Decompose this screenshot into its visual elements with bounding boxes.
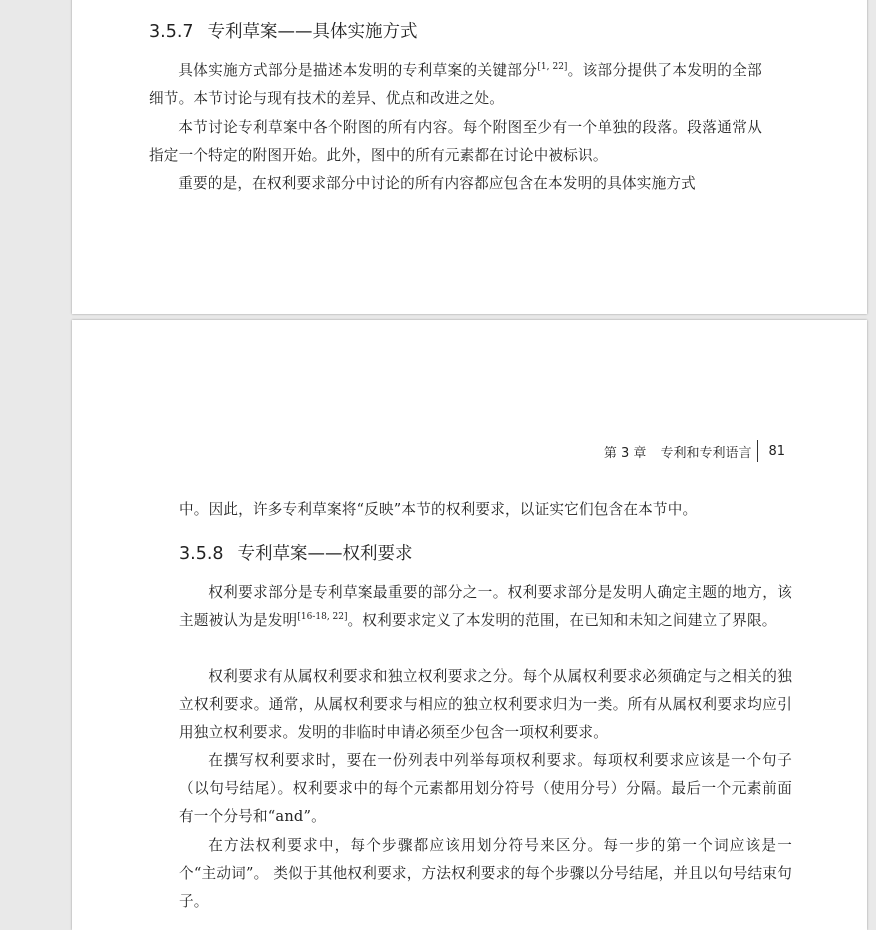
paragraph-text: 具体实施方式部分是描述本发明的专利草案的关键部分 (178, 62, 538, 79)
paragraph: 在方法权利要求中，每个步骤都应该用划分符号来区分。每一步的第一个词应该是一个“主动词”。 类似于其他权利要求，方法权利要求的每个步骤以分号结尾，并且以句号结束句子。 (179, 837, 792, 910)
paragraph: 权利要求有从属权利要求和独立权利要求之分。每个从属权利要求必须确定与之相关的独立权利要求。通常，从属权利要求与相应的独立权利要求归为一类。所有从属权利要求均应引用独立权利要求。发明的非临时申请必须至少包含一项权利要求。 (179, 668, 792, 741)
section-title: 专利草案——具体实施方式 (207, 22, 418, 42)
continuation-paragraph: 中。因此，许多专利草案将“反映”本节的权利要求，以证实它们包含在本节中。 (179, 501, 698, 518)
section-title: 专利草案——权利要求 (237, 544, 413, 564)
section-heading-3-5-8 (179, 540, 413, 565)
paragraph-text: 。该部分提供了本发明的全部细节。本节讨论与现有技术的差异、优点和改进之处。 (149, 62, 762, 107)
citation: [1, 22] (537, 62, 568, 72)
paragraph (149, 57, 762, 113)
citation: [16-18, 22] (297, 612, 348, 622)
header-divider (757, 440, 758, 462)
paragraph: 重要的是，在权利要求部分中讨论的所有内容都应包含在本发明的具体实施方式 (178, 175, 696, 192)
document-page-81 (72, 320, 867, 930)
section-heading-3-5-7 (149, 18, 418, 43)
chapter-title: 专利和专利语言 (660, 445, 752, 461)
paragraph-text: 。权利要求定义了本发明的范围，在已知和未知之间建立了界限。 (347, 612, 777, 629)
page-number: 81 (768, 443, 785, 459)
chapter-label: 第 3 章 (603, 445, 647, 461)
section-number: 3.5.8 (179, 544, 224, 564)
running-head (604, 440, 785, 462)
paragraph (179, 579, 792, 635)
paragraph: 在撰写权利要求时，要在一份列表中列举每项权利要求。每项权利要求应该是一个句子（以句号结尾）。权利要求中的每个元素都用划分符号（使用分号）分隔。最后一个元素前面有一个分号和“and”。 (179, 752, 792, 825)
section-number: 3.5.7 (149, 22, 194, 42)
paragraph: 本节讨论专利草案中各个附图的所有内容。每个附图至少有一个单独的段落。段落通常从指定一个特定的附图开始。此外，图中的所有元素都在讨论中被标识。 (149, 119, 762, 164)
document-page-previous (72, 0, 867, 314)
paragraph-text: 权利要求部分是专利草案最重要的部分之一。权利要求部分是发明人确定主题的地方，该主题被认为是发明 (179, 584, 792, 629)
